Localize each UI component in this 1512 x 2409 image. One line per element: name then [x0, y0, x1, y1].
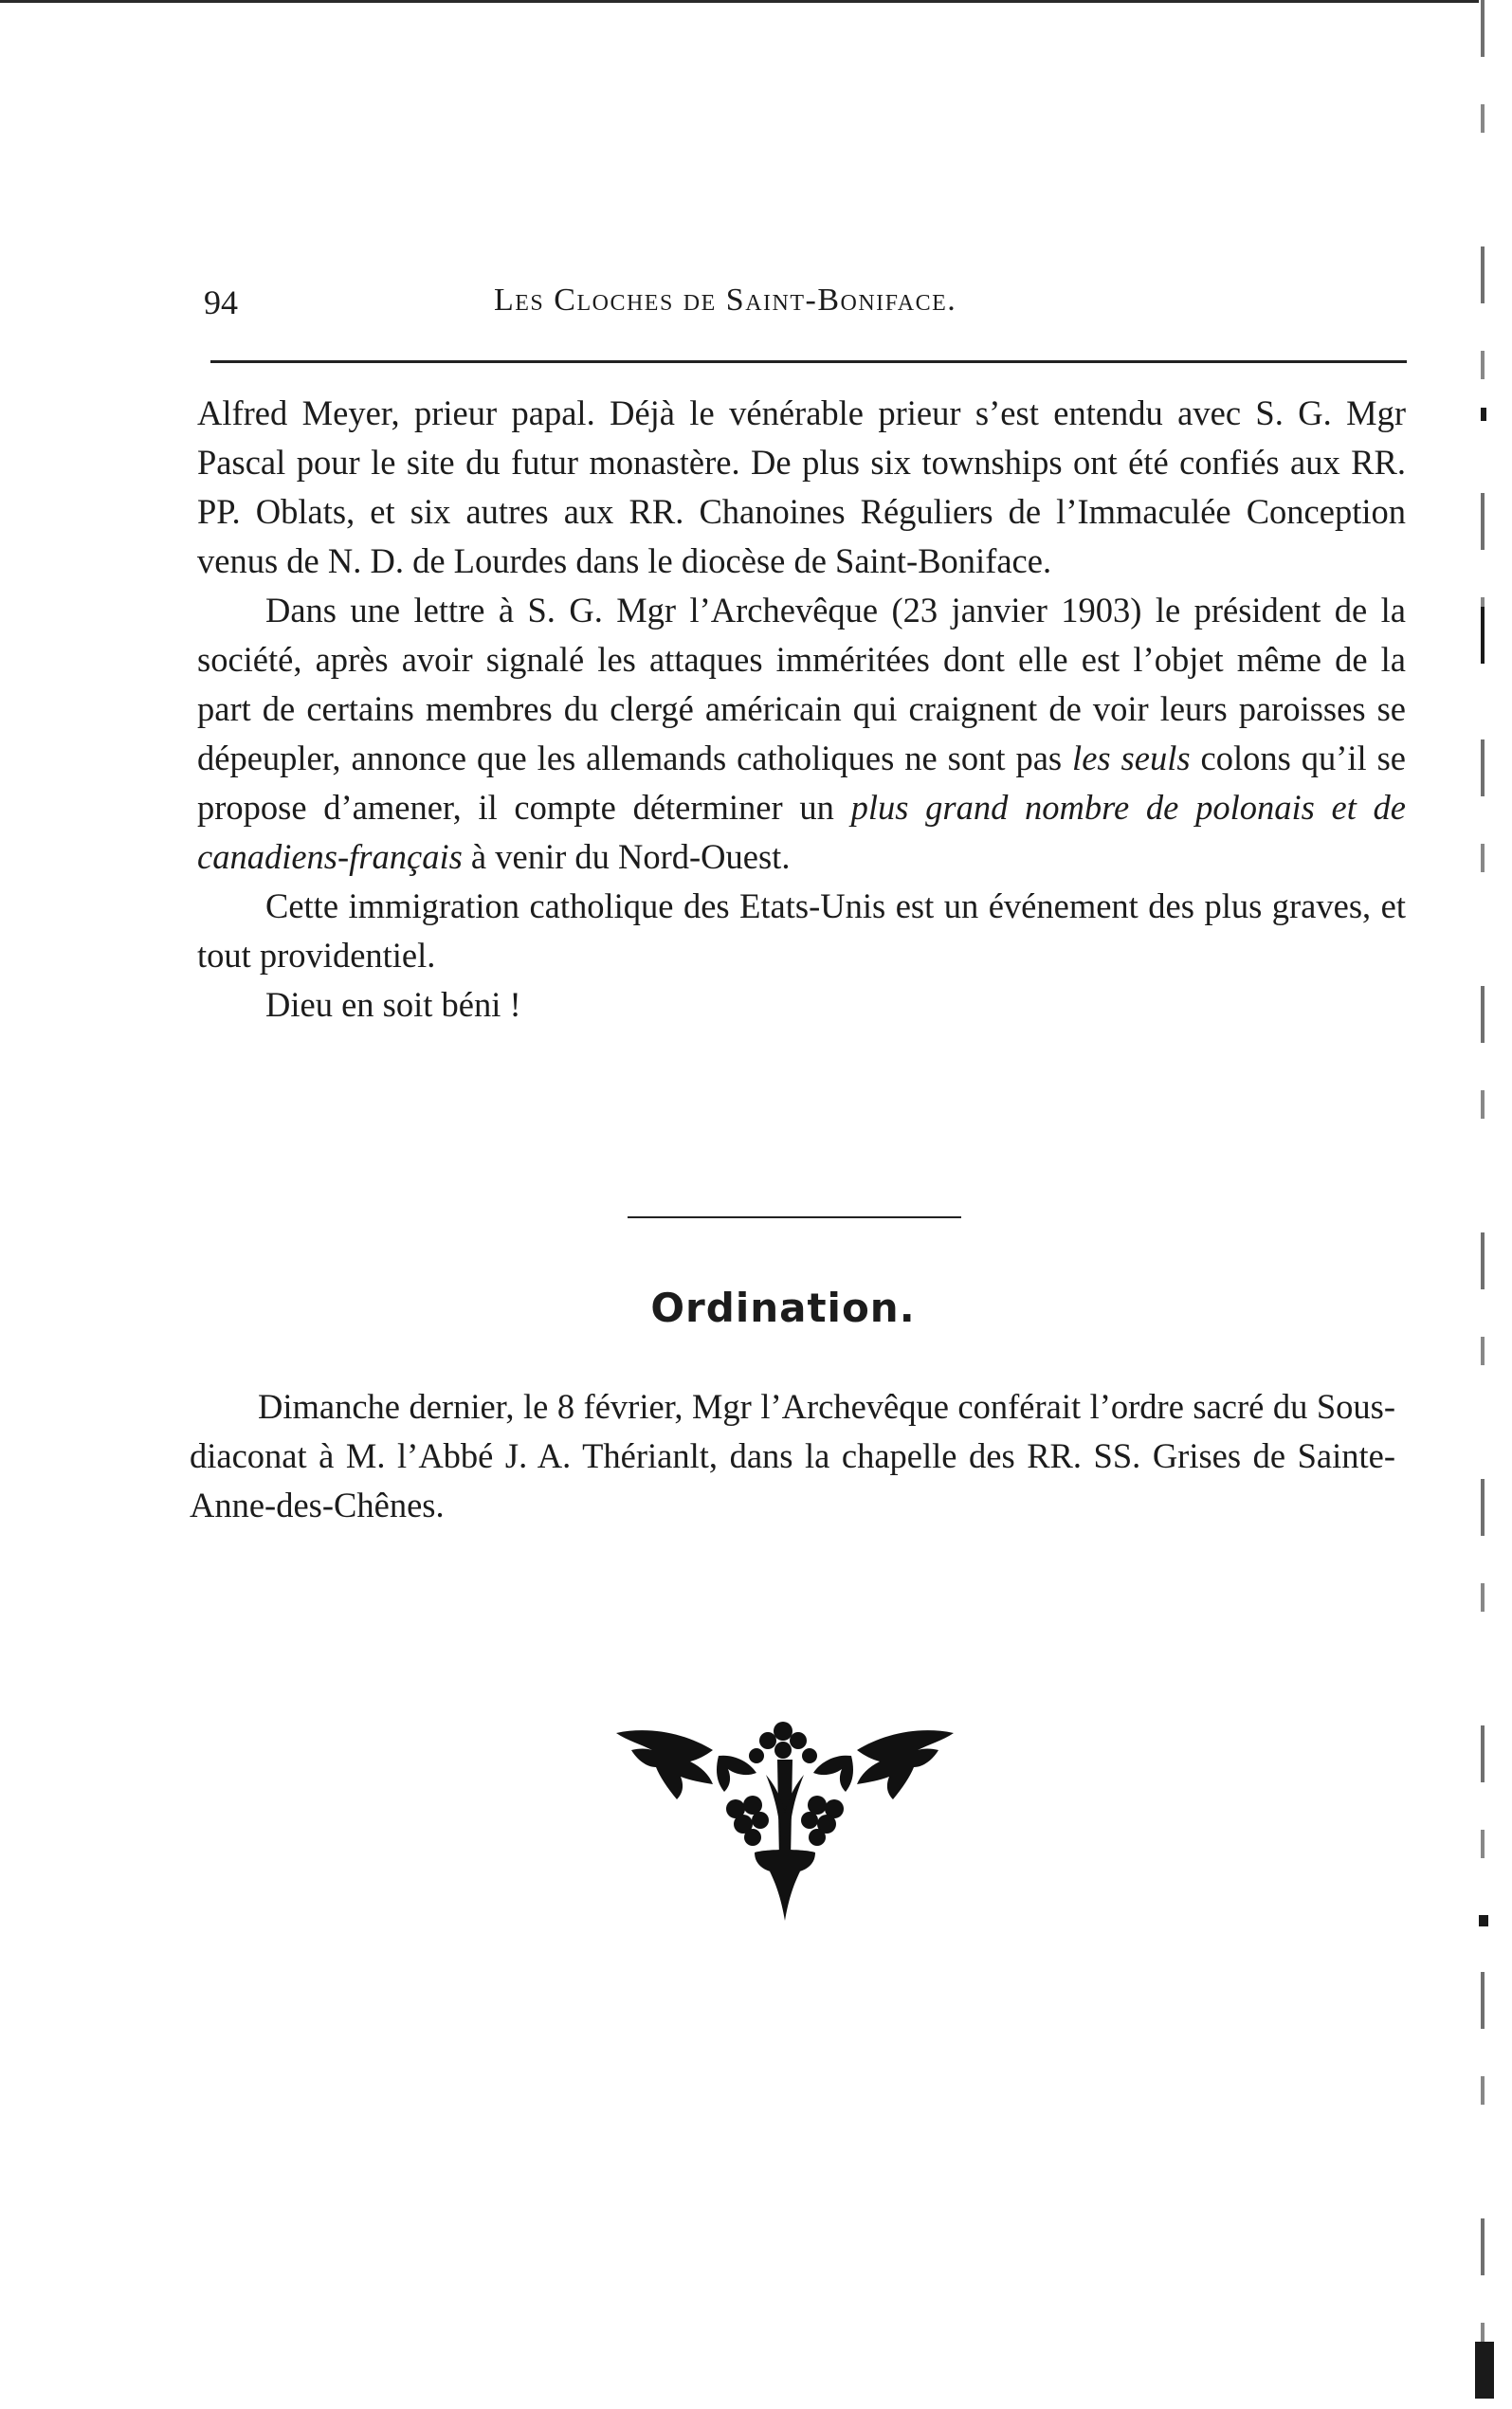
- header-rule: [210, 360, 1407, 363]
- fleuron-ornament-svg: [614, 1718, 956, 1926]
- fleuron-ornament-icon: [614, 1718, 956, 1926]
- section-body: [190, 1382, 1395, 1530]
- scan-mark: [1479, 1915, 1488, 1926]
- paragraph-letter-part-a: Dans une lettre à S. G. Mgr l’Archevêque (23 janvier 1903) le président de la société, après avoir signalé les attaques imméritées dont elle est l’objet même de la part de certains membres du clergé américain qui craignent de voir leurs paroisses se dépeupler, annonce que les allemands catholiques ne sont pas: [197, 591, 1406, 777]
- paragraph-immigration: Cette immigration catholique des Etats-Unis est un événement des plus graves, et tout providentiel.: [197, 886, 1406, 975]
- section-divider: [628, 1216, 961, 1218]
- scan-mark: [1475, 2342, 1494, 2399]
- page-right-edge: [1481, 0, 1485, 2409]
- paragraph-letter-part-b: colons qu’il se propose d’amener, il compte déterminer un: [197, 739, 1407, 827]
- running-title: Les Cloches de Saint-Boniface.: [494, 283, 957, 318]
- italic-plus-grand-nombre: plus grand nombre de polonais et de canadiens-français: [197, 788, 1407, 876]
- ordination-paragraph: Dimanche dernier, le 8 février, Mgr l’Archevêque conférait l’ordre sacré du Sous-diaconat à M. l’Abbé J. A. Thérianlt, dans la chapelle des RR. SS. Grises de Sainte-Anne-des-Chênes.: [190, 1387, 1395, 1524]
- body-text: [197, 389, 1406, 1030]
- paragraph-continued: Alfred Meyer, prieur papal. Déjà le vénérable prieur s’est entendu avec S. G. Mgr Pascal pour le site du futur monastère. De plus six townships ont été confiés aux RR. PP. Oblats, et six autres aux RR. Chanoines Réguliers de l’Immaculée Conception venus de N. D. de Lourdes dans le diocèse de Saint-Boniface.: [197, 393, 1406, 580]
- page-top-edge: [0, 0, 1479, 3]
- scan-mark: [1481, 607, 1485, 664]
- section-title: Ordination.: [650, 1285, 916, 1331]
- running-head: [204, 283, 1406, 330]
- paragraph-letter-part-c: à venir du Nord-Ouest.: [462, 837, 791, 876]
- paragraph-letter: [197, 586, 1406, 882]
- page-number: 94: [204, 283, 238, 321]
- scan-mark: [1481, 408, 1486, 421]
- paragraph-blessing: Dieu en soit béni !: [265, 985, 521, 1024]
- italic-les-seuls: les seuls: [1072, 739, 1191, 777]
